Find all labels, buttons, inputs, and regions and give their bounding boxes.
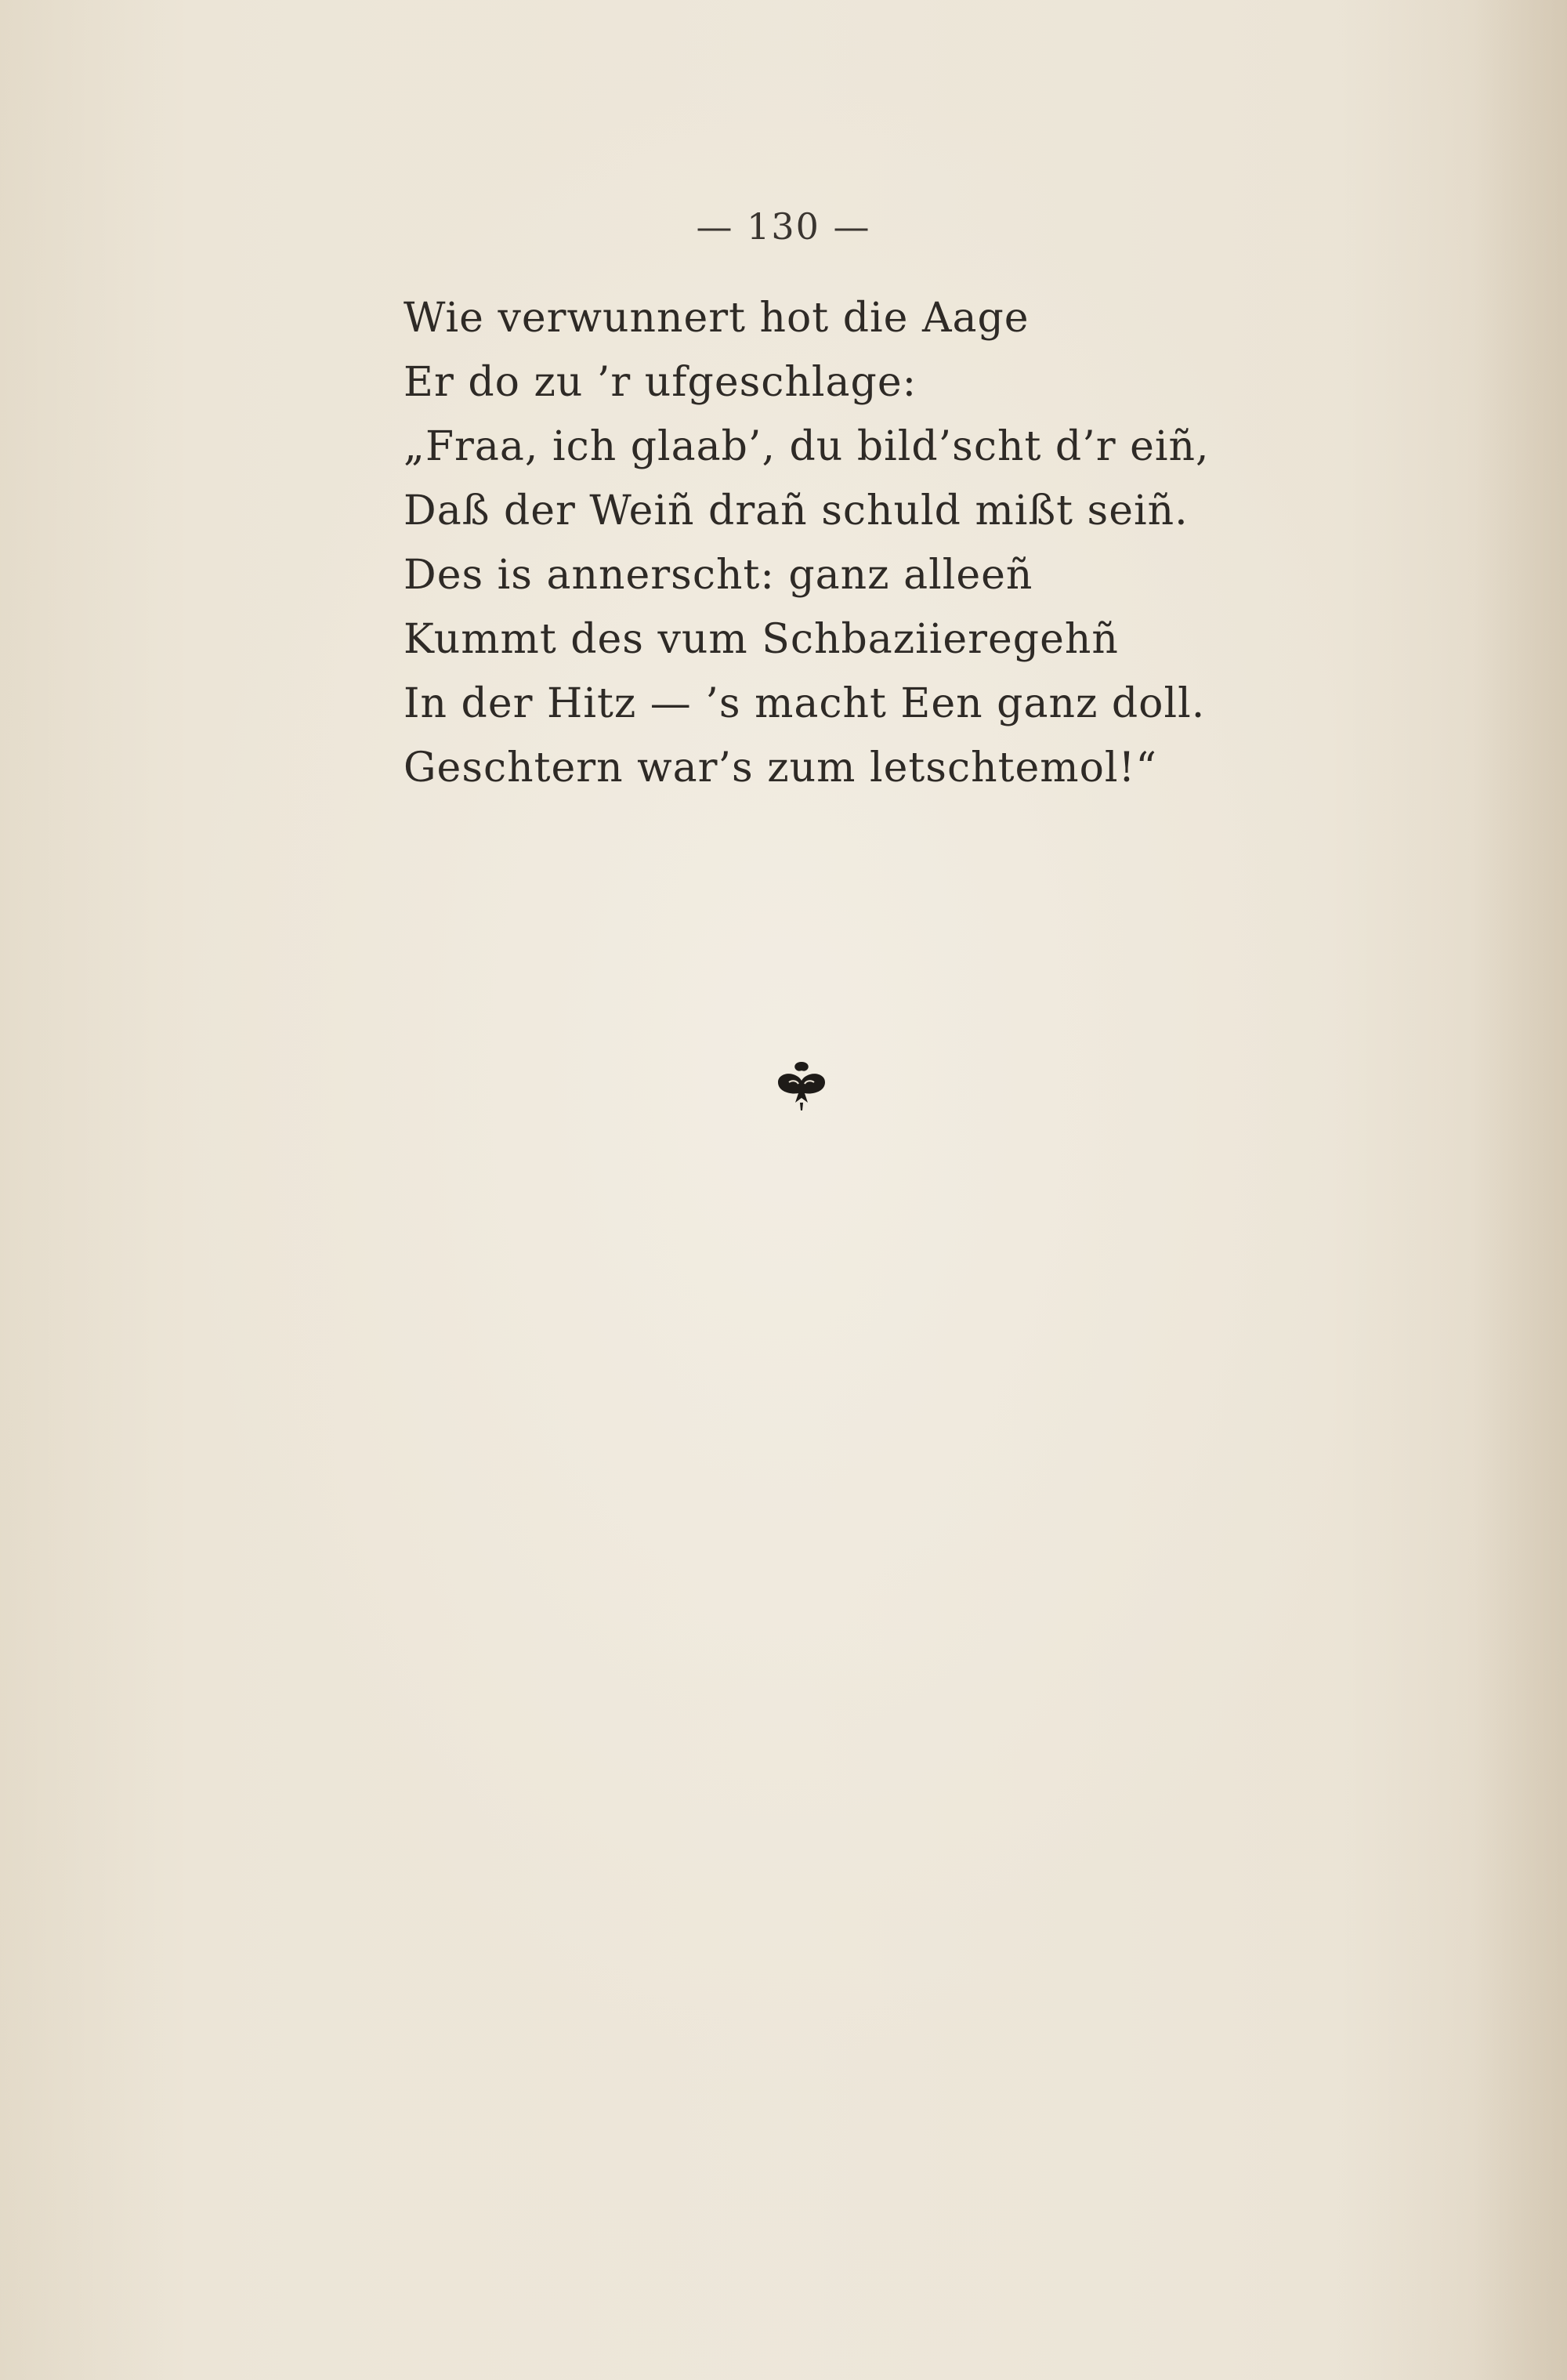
verse-line: Daß der Weiñ drañ schuld mißt seiñ. — [404, 487, 1189, 534]
verse-line: Kummt des vum Schbaziieregehñ — [404, 616, 1119, 663]
verse-line: Wie verwunnert hot die Aage — [404, 295, 1030, 342]
verse-line: Er do zu ’r ufgeschlage: — [404, 359, 917, 406]
verse-line: In der Hitz — ’s macht Een ganz doll. — [404, 680, 1206, 727]
floral-ornament-icon — [772, 1054, 831, 1114]
poem-stanza — [404, 286, 1422, 800]
verse-line: „Fraa, ich glaab’, du bild’scht d’r eiñ, — [404, 423, 1210, 470]
page-number: — 130 — — [696, 205, 871, 248]
verse-line: Geschtern war’s zum letschtemol!“ — [404, 744, 1157, 792]
page-edge-shadow — [1473, 0, 1567, 2380]
verse-line: Des is annerscht: ganz alleeñ — [404, 552, 1033, 599]
